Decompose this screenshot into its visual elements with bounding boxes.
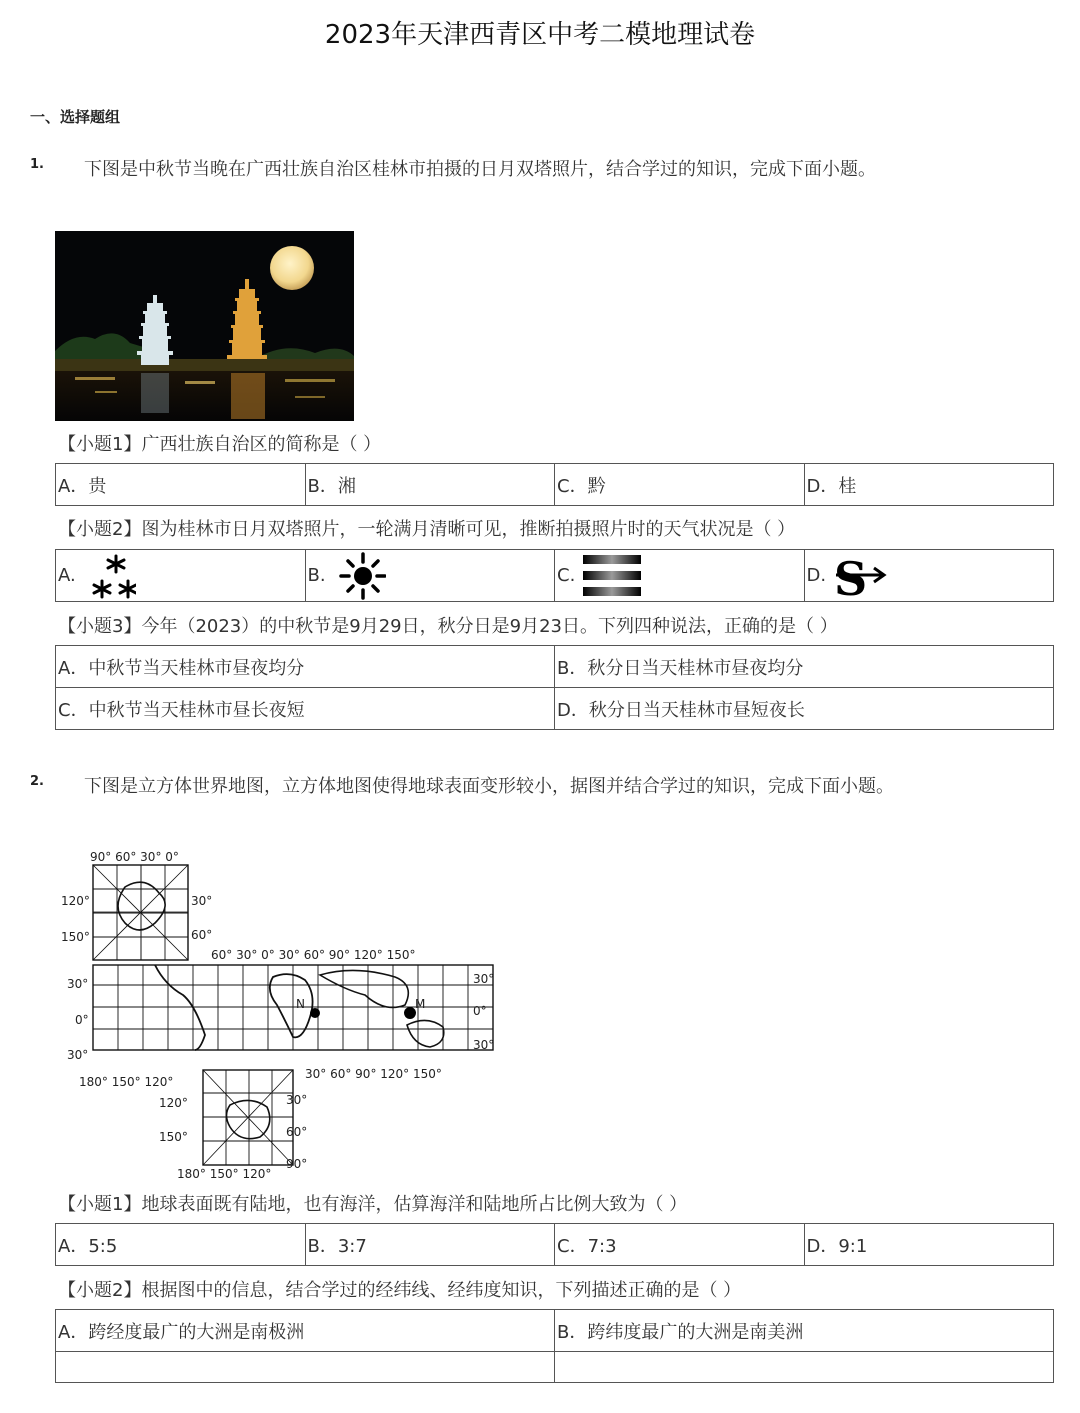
map-label: 120°: [159, 1096, 188, 1110]
map-label: 30°: [473, 1038, 495, 1052]
map-label: 0°: [75, 1013, 89, 1027]
map-label: 180° 150° 120°: [79, 1075, 174, 1089]
map-label: 0°: [473, 1004, 487, 1018]
options-table-2-1: [55, 1223, 1054, 1266]
subquestion-1-3: 【小题3】今年（2023）的中秋节是9月29日，秋分日是9月23日。下列四种说法，正确的是（ ）: [58, 616, 838, 637]
map-label: 90° 60° 30° 0°: [90, 850, 179, 864]
map-label: 30°: [286, 1093, 308, 1107]
option-a[interactable]: A．5:5: [56, 1224, 306, 1266]
option-letter: D.: [806, 565, 827, 586]
map-label: 30°: [67, 1048, 89, 1062]
subquestion-2-2: 【小题2】根据图中的信息，结合学过的经纬线、经纬度知识，下列描述正确的是（ ）: [58, 1280, 742, 1301]
option-d[interactable]: D．桂: [804, 464, 1054, 506]
subquestion-1-2: 【小题2】图为桂林市日月双塔照片，一轮满月清晰可见，推断拍摄照片时的天气状况是（ ）: [58, 519, 796, 540]
option-b[interactable]: [305, 550, 555, 602]
fog-icon: [575, 551, 645, 601]
option-b[interactable]: B．湘: [305, 464, 555, 506]
option-d[interactable]: D．9:1: [804, 1224, 1054, 1266]
option-b[interactable]: B．跨纬度最广的大洲是南美洲: [555, 1310, 1054, 1352]
map-label: 150°: [159, 1130, 188, 1144]
map-label: 60°: [191, 928, 213, 942]
question-stem: 下图是中秋节当晚在广西壮族自治区桂林市拍摄的日月双塔照片，结合学过的知识，完成下面小题。: [84, 159, 876, 180]
option-c[interactable]: [56, 1352, 555, 1383]
section-heading: 一、选择题组: [30, 108, 121, 126]
option-a[interactable]: A．贵: [56, 464, 306, 506]
cube-world-map: [55, 845, 505, 1180]
options-table-1-2: [55, 549, 1054, 602]
snow-icon: [76, 551, 136, 601]
options-table-1-1: [55, 463, 1054, 506]
sunny-icon: [326, 551, 386, 601]
option-c[interactable]: [555, 550, 805, 602]
map-label: 30°: [473, 972, 495, 986]
option-c[interactable]: C．中秋节当天桂林市昼长夜短: [56, 688, 555, 730]
map-label: 150°: [61, 930, 90, 944]
option-a[interactable]: [56, 550, 306, 602]
svg-text:S: S: [834, 551, 868, 601]
sandstorm-icon: [826, 551, 896, 601]
question-number: 1.: [30, 157, 44, 172]
map-label: N: [296, 997, 305, 1011]
question-stem: 下图是立方体世界地图，立方体地图使得地球表面变形较小，据图并结合学过的知识，完成下面小题。: [84, 776, 894, 797]
point-n-marker: [310, 1008, 320, 1018]
sun-moon-pagodas-photo: [55, 231, 354, 421]
option-b[interactable]: B．3:7: [305, 1224, 555, 1266]
map-label: 30° 60° 90° 120° 150°: [305, 1067, 442, 1081]
option-letter: B.: [307, 565, 326, 586]
option-d[interactable]: [555, 1352, 1054, 1383]
option-c[interactable]: C．黔: [555, 464, 805, 506]
map-label: M: [415, 997, 426, 1011]
map-label: 90°: [286, 1157, 308, 1171]
option-letter: C.: [557, 565, 576, 586]
option-d[interactable]: [804, 550, 1054, 602]
option-a[interactable]: A．中秋节当天桂林市昼夜均分: [56, 646, 555, 688]
subquestion-1-1: 【小题1】广西壮族自治区的简称是（ ）: [58, 434, 382, 455]
map-label: 180° 150° 120°: [177, 1167, 272, 1180]
map-label: 60° 30° 0° 30° 60° 90° 120° 150°: [211, 948, 416, 962]
question-number: 2.: [30, 774, 44, 789]
option-d[interactable]: D．秋分日当天桂林市昼短夜长: [555, 688, 1054, 730]
option-c[interactable]: C．7:3: [555, 1224, 805, 1266]
map-label: 30°: [67, 977, 89, 991]
page-title: 2023年天津西青区中考二模地理试卷: [324, 20, 756, 50]
option-letter: A.: [58, 565, 76, 586]
map-label: 30°: [191, 894, 213, 908]
option-b[interactable]: B．秋分日当天桂林市昼夜均分: [555, 646, 1054, 688]
subquestion-2-1: 【小题1】地球表面既有陆地，也有海洋，估算海洋和陆地所占比例大致为（ ）: [58, 1194, 688, 1215]
options-table-2-2: [55, 1309, 1054, 1383]
options-table-1-3: [55, 645, 1054, 730]
map-label: 60°: [286, 1125, 308, 1139]
map-label: 120°: [61, 894, 90, 908]
option-a[interactable]: A．跨经度最广的大洲是南极洲: [56, 1310, 555, 1352]
